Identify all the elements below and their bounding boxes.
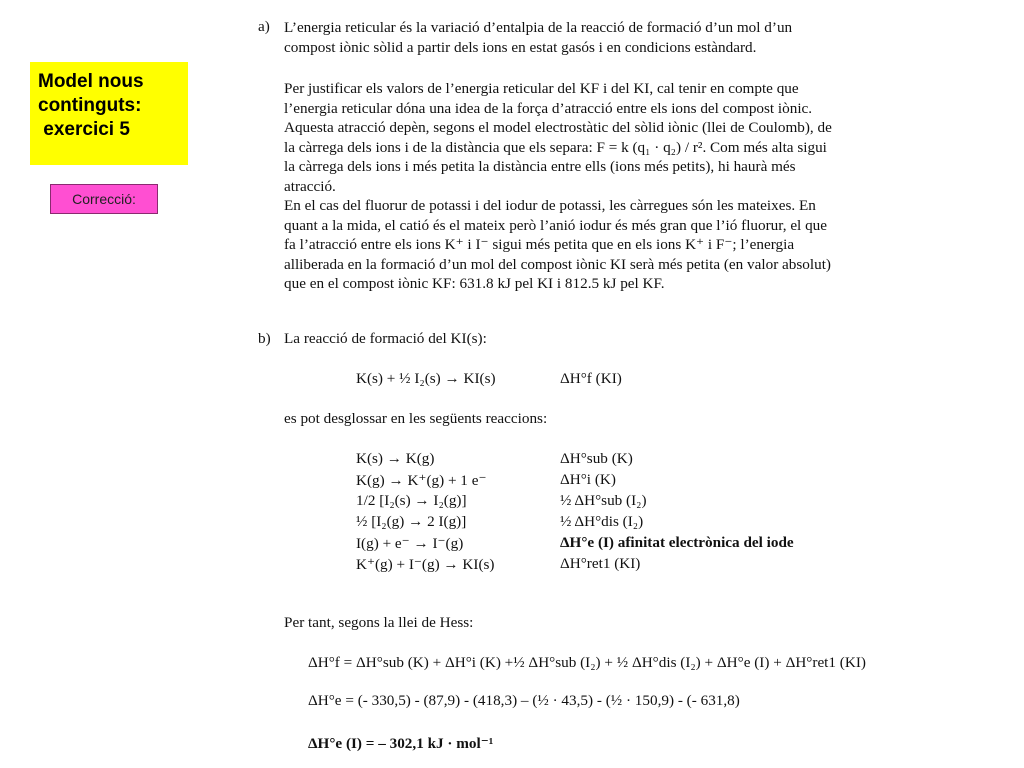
title-line: continguts: (38, 95, 142, 116)
step-reaction: K(s) → K(g) (356, 450, 435, 467)
text-line: la càrrega dels ions i més petita la distància entre ells (ions més petits), hi haurà més (284, 158, 796, 175)
correction-badge: Correcció: (50, 184, 158, 214)
title-line: exercici 5 (38, 119, 130, 140)
step-reaction: I(g) + e⁻ → I⁻(g) (356, 535, 464, 552)
step-enthalpy: ½ ΔH°dis (I₂) (560, 513, 644, 530)
step-enthalpy: ΔH°e (I) afinitat electrònica del iode (560, 534, 794, 551)
part-a-label: a) (258, 18, 270, 35)
substitution-equation: ΔH°e = (- 330,5) - (87,9) - (418,3) – (½ · 43,5) - (½ · 150,9) - (- 631,8) (308, 692, 740, 709)
hess-equation: ΔH°f = ΔH°sub (K) + ΔH°i (K) +½ ΔH°sub (I₂) + ½ ΔH°dis (I₂) + ΔH°e (I) + ΔH°ret1 (KI) (308, 654, 866, 671)
title-line: Model nous (38, 71, 144, 92)
part-a-explanation (284, 79, 904, 294)
text-line: L’energia reticular és la variació d’entalpia de la reacció de formació d’un mol d’un (284, 19, 793, 36)
text-line: que en el compost iònic KF: 631.8 kJ pel KI i 812.5 kJ pel KF. (284, 275, 665, 292)
text-line: fa l’atracció entre els ions K⁺ i I⁻ sigui més petita que en els ions K⁺ i F⁻; l’energia (284, 236, 795, 253)
text-line: l’energia reticular dóna una idea de la força d’atracció entre els ions del compost iònic. (284, 99, 813, 117)
part-b-intro: La reacció de formació del KI(s): (284, 330, 487, 347)
step-reaction: ½ [I₂(g) → 2 I(g)] (356, 513, 467, 530)
text-line: atracció. (284, 177, 336, 195)
hess-intro: Per tant, segons la llei de Hess: (284, 614, 474, 631)
step-enthalpy: ΔH°i (K) (560, 471, 616, 488)
text-line: quant a la mida, el catió és el mateix però l’anió iodur és més gran que l’ió fluorur, el que (284, 216, 828, 234)
step-reaction: 1/2 [I₂(s) → I₂(g)] (356, 492, 467, 509)
text-line: En el cas del fluorur de potassi i del iodur de potassi, les càrregues són les mateixes. En (284, 197, 816, 214)
text-line: la càrrega dels ions i de la distància que els separa: F = k (q₁ · q₂) / r². Com més alta sigui (284, 138, 827, 156)
step-enthalpy: ½ ΔH°sub (I₂) (560, 492, 647, 509)
step-enthalpy: ΔH°ret1 (KI) (560, 555, 641, 572)
final-result: ΔH°e (I) = – 302,1 kJ · mol⁻¹ (308, 735, 494, 752)
text-line: Aquesta atracció depèn, segons el model electrostàtic del sòlid iònic (llei de Coulomb), de (284, 119, 832, 136)
formation-enthalpy: ΔH°f (KI) (560, 370, 622, 387)
step-reaction: K⁺(g) + I⁻(g) → KI(s) (356, 556, 495, 573)
step-enthalpy: ΔH°sub (K) (560, 450, 633, 467)
part-b-label: b) (258, 330, 271, 347)
step-reaction: K(g) → K⁺(g) + 1 e⁻ (356, 472, 487, 489)
exercise-title (30, 62, 188, 165)
part-a-definition (284, 18, 904, 57)
text-line: compost iònic sòlid a partir dels ions en estat gasós i en condicions estàndard. (284, 38, 757, 56)
formation-reaction: K(s) + ½ I₂(s) → KI(s) (356, 370, 496, 387)
breakdown-intro: es pot desglossar en les següents reaccions: (284, 410, 548, 427)
text-line: Per justificar els valors de l’energia reticular del KF i del KI, cal tenir en compte que (284, 80, 799, 97)
text-line: alliberada en la formació d’un mol del compost iònic KI serà més petita (en valor absolut) (284, 255, 831, 273)
